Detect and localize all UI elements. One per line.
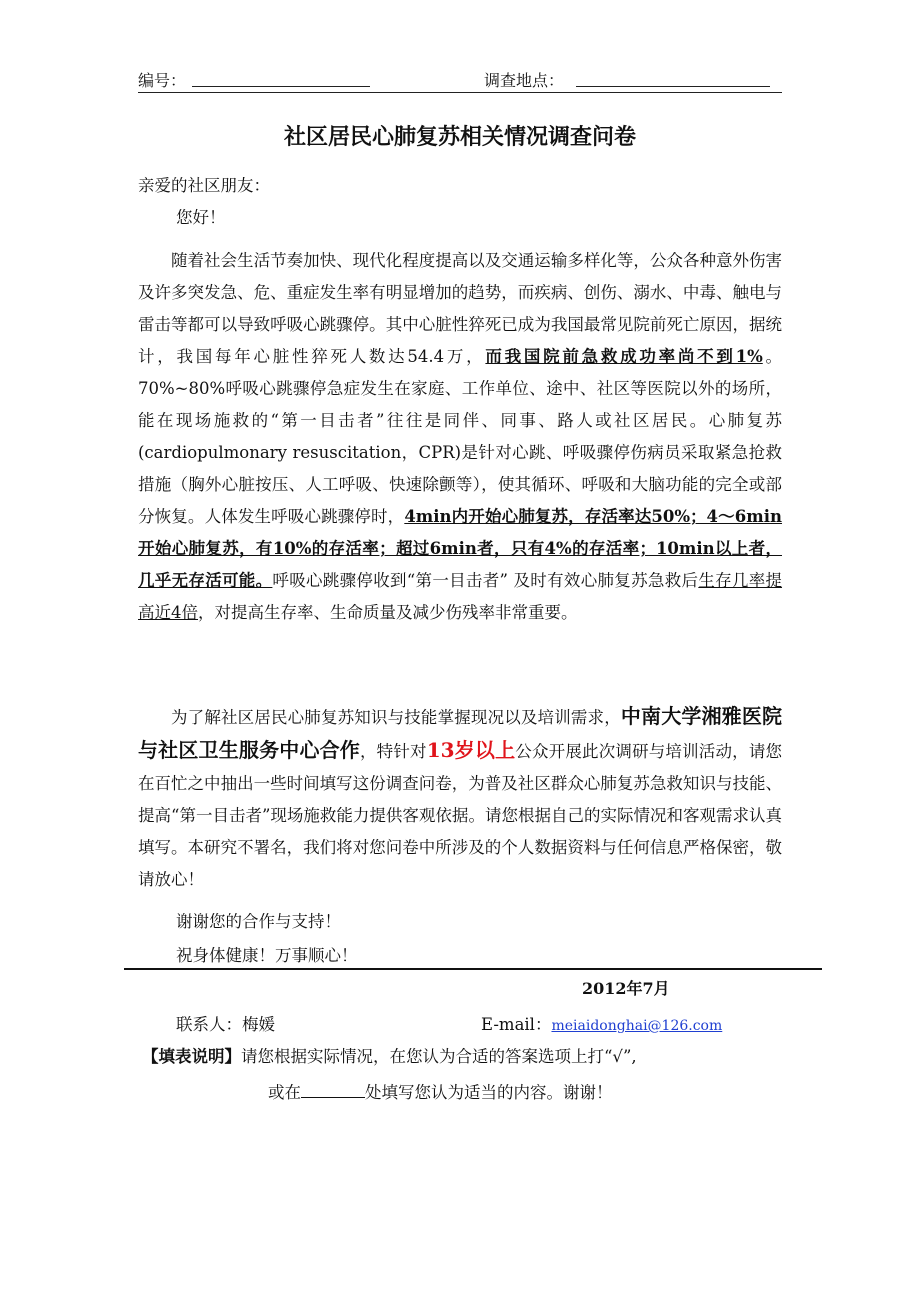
instructions-line-2 <box>268 1079 613 1103</box>
number-label: 编号： <box>138 71 187 90</box>
para1-text-1: 随着社会生活节奏加快、现代化程度提高以及交通运输多样化等，公众各种意外伤害及许多突发急、危、重症发生率有明显增加的趋势，而疾病、创伤、溺水、中毒、触电与雷击等都可以导致呼吸心跳骤停。其中心脏性猝死已成为我国最常见院前死亡原因，据统计，我国每年心脏性猝死人数达54.4万， <box>138 251 782 366</box>
para2-emphasis-org: 中南大学湘雅医院与社区卫生服务中心合作 <box>138 704 783 762</box>
page-title: 社区居民心肺复苏相关情况调查问卷 <box>283 125 636 150</box>
para1-text-2: 。70%~80%呼吸心跳骤停急症发生在家庭、工作单位、途中、社区等医院以外的场所，能在现场施救的“第一目击者”往往是同伴、同事、路人或社区居民。心肺复苏(cardiopulmonary resuscitation，CPR)是针对心跳、呼吸骤停伤病员采取紧急抢救措施（胸外心脏按压、人工呼吸、快速除颤等），使其循环、呼吸和大脑功能的完全或部分恢复。人体发生呼吸心跳骤停时， <box>138 347 782 526</box>
instructions-line-1 <box>142 1043 637 1067</box>
instructions-text-2a: 或在 <box>268 1083 301 1102</box>
para1-text-4: ，对提高生存率、生命质量及减少伤残率非常重要。 <box>198 603 578 622</box>
purpose-paragraph <box>138 700 782 896</box>
para1-emphasis-1: 而我国院前急救成功率尚不到1% <box>485 347 763 366</box>
form-header <box>138 66 782 93</box>
location-field[interactable] <box>576 66 770 87</box>
instructions-heading: 【填表说明】 <box>142 1047 241 1066</box>
para2-text-1: 为了解社区居民心肺复苏知识与技能掌握现况以及培训需求， <box>171 708 621 727</box>
location-label: 调查地点： <box>484 71 565 90</box>
para1-emphasis-2: 4min内开始心肺复苏，存活率达50%；4～6min开始心肺复苏，有10%的存活率；超过6min者，只有4%的存活率；10min以上者，几乎无存活可能。 <box>138 507 783 590</box>
intro-paragraph <box>138 245 782 629</box>
wish-line: 祝身体健康！万事顺心！ <box>176 946 358 965</box>
divider <box>124 968 822 970</box>
contact-person: 联系人：梅媛 <box>176 1015 275 1034</box>
para1-emphasis-3: 生存几率提高近4倍 <box>138 571 783 622</box>
email-label: E-mail： <box>481 1015 552 1034</box>
instructions-text-2b: 处填写您认为适当的内容。谢谢！ <box>365 1083 613 1102</box>
instructions-text-1: 请您根据实际情况，在您认为合适的答案选项上打“√”, <box>241 1047 637 1066</box>
thanks-line: 谢谢您的合作与支持！ <box>176 912 341 931</box>
para2-text-2: ，特针对 <box>360 742 427 761</box>
email-row <box>481 1011 722 1035</box>
para2-text-3: 公众开展此次调研与培训活动，请您在百忙之中抽出一些时间填写这份调查问卷，为普及社区群众心肺复苏急救知识与技能、提高“第一目击者”现场施救能力提供客观依据。请您根据自己的实际情况和客观需求认真填写。本研究不署名，我们将对您问卷中所涉及的个人数据资料与任何信息严格保密，敬请放心！ <box>138 742 783 889</box>
greeting: 您好！ <box>176 208 226 227</box>
email-link[interactable]: meiaidonghai@126.com <box>551 1018 723 1034</box>
para2-emphasis-age: 13岁以上 <box>426 738 516 762</box>
number-field[interactable] <box>192 66 370 87</box>
date: 2012年7月 <box>582 979 670 998</box>
fill-blank-example <box>301 1083 365 1098</box>
para1-text-3: 呼吸心跳骤停收到“第一目击者” 及时有效心肺复苏急救后 <box>272 571 699 590</box>
salutation: 亲爱的社区朋友： <box>138 176 270 195</box>
